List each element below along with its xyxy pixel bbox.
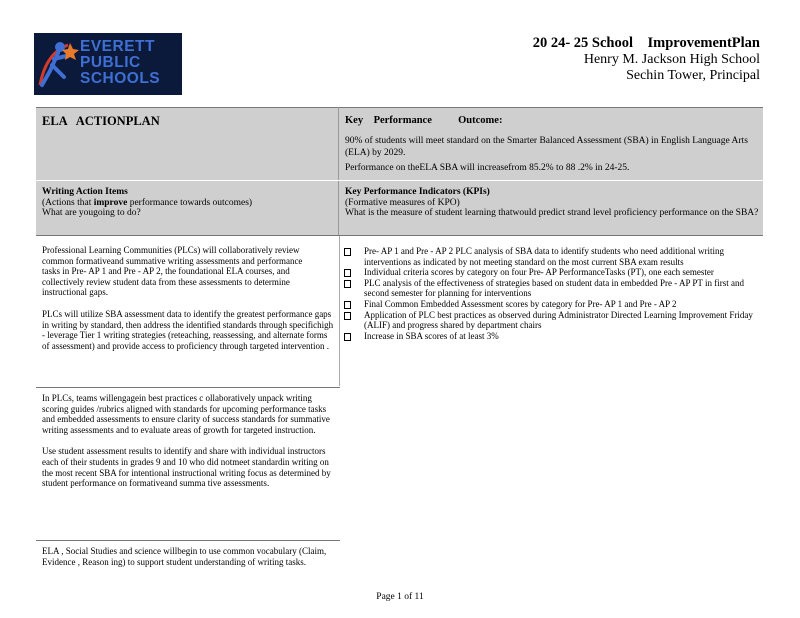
kpo-text-2: Performance on theELA SBA will increasefrom 85.2% to 88 .2% in 24-25. (345, 163, 630, 173)
kpi-item-text: Increase in SBA scores of at least 3% (364, 330, 499, 341)
action-divider (36, 540, 340, 541)
logo-line-public: PUBLIC (80, 54, 141, 71)
writing-actions-sub1 (42, 198, 332, 209)
logo-text (80, 39, 160, 87)
kpi-item-text: Pre- AP 1 and Pre - AP 2 PLC analysis of SBA data to identify students who need additional writing interventions as indicated by not meeting standard on the most current SBA exam results (364, 246, 725, 267)
bullet-box-icon (344, 333, 351, 341)
page-number: Page 1 of 11 (376, 592, 424, 602)
body-column-divider (339, 236, 340, 386)
section-title: ELA ACTIONPLAN (42, 114, 160, 128)
kpi-item (344, 267, 764, 278)
kpo-title: Key Performance Outcome: (345, 115, 503, 126)
action-items-3 (42, 546, 334, 567)
kpo-description (345, 136, 755, 179)
bullet-box-icon (344, 248, 351, 256)
plan-title: 20 24- 25 School ImprovementPlan (532, 35, 760, 51)
sub1-part-a: (Actions that (42, 197, 94, 208)
writing-actions-title: Writing Action Items (42, 187, 128, 197)
band-bottom-border (36, 235, 763, 236)
action-item: Professional Learning Communities (PLCs) will collaboratively review common formativeand summative writing assessments and performance tasks in Pre- AP 1 and Pre - AP 2, the foundational ELA courses, and collectively review student data from these assessments to determine instructional gaps. (42, 245, 303, 298)
action-divider (36, 387, 340, 388)
kpi-item (344, 299, 764, 310)
writing-actions-sub2: What are yougoing to do? (42, 208, 141, 218)
logo-line-everett: EVERETT (80, 38, 155, 55)
action-item: Use student assessment results to identify and share with individual instructors each of their students in grades 9 and 10 who did notmeet standardin writing on the most recent SBA for intentional instructional writing focus as determined by student performance on formativeand summa tive assessments. (42, 446, 331, 489)
kpi-item-text: Individual criteria scores by category on four Pre- AP PerformanceTasks (PT), one each semester (364, 267, 714, 278)
kpi-list (344, 246, 764, 341)
action-items-2 (42, 393, 334, 489)
kpi-item-text: Final Common Embedded Assessment scores by category for Pre- AP 1 and Pre - AP 2 (364, 298, 677, 309)
band-column-divider (338, 107, 339, 236)
kpi-item-text: Application of PLC best practices as observed during Administrator Directed Learning Improvement Friday (ALIF) and progress shared by department chairs (364, 309, 753, 331)
action-items (42, 245, 334, 351)
action-item: PLCs will utilize SBA assessment data to identify the greatest performance gaps in writing by standard, then address the identified standards through specifichigh - leverage Tier 1 writing strategies (reteaching, reassessing, and alternate forms of assessment) and provide access to proficiency through targeted intervention . (42, 308, 334, 351)
kpi-title: Key Performance Indicators (KPIs) (345, 187, 490, 197)
writing-actions-header (42, 187, 332, 219)
bullet-box-icon (344, 269, 351, 277)
sub1-part-b: improve (93, 197, 128, 208)
principal-name: Sechin Tower, Principal (626, 68, 760, 83)
school-name: Henry M. Jackson High School (583, 52, 760, 67)
band-row-divider (36, 180, 763, 181)
kpi-header (345, 187, 765, 219)
kpi-item (344, 310, 764, 331)
district-logo (34, 33, 182, 95)
kpi-item (344, 331, 764, 342)
kpi-sub1: (Formative measures of KPO) (345, 197, 460, 208)
sub1-part-c: performance towards outcomes) (127, 197, 253, 208)
bullet-box-icon (344, 312, 351, 320)
bullet-box-icon (344, 301, 351, 309)
kpi-item (344, 246, 764, 267)
band-top-border (36, 107, 763, 108)
kpo-text-1: 90% of students will meet standard on the Smarter Balanced Assessment (SBA) in English Language Arts (ELA) by 2029. (345, 136, 748, 158)
action-item: ELA , Social Studies and science willbegin to use common vocabulary (Claim, Evidence , Reason ing) to support student understanding of writing tasks. (42, 546, 327, 567)
document-header (533, 34, 760, 84)
action-item: In PLCs, teams willengagein best practices c ollaboratively unpack writing scoring guides /rubrics aligned with standards for upcoming performance tasks and embedded assessments to ensure clarity of success standards for summative writing assessments and to evaluate areas of growth for targeted instruction. (42, 393, 330, 435)
kpi-item-text: PLC analysis of the effectiveness of strategies based on student data in embedded Pre - AP PT in first and second semester for planning for interventions (364, 277, 745, 299)
logo-line-schools: SCHOOLS (80, 70, 161, 87)
bullet-box-icon (344, 280, 351, 288)
kpi-item (344, 278, 764, 299)
kpi-sub2: What is the measure of student learning thatwould predict strand level proficiency performance on the SBA? (345, 208, 759, 218)
